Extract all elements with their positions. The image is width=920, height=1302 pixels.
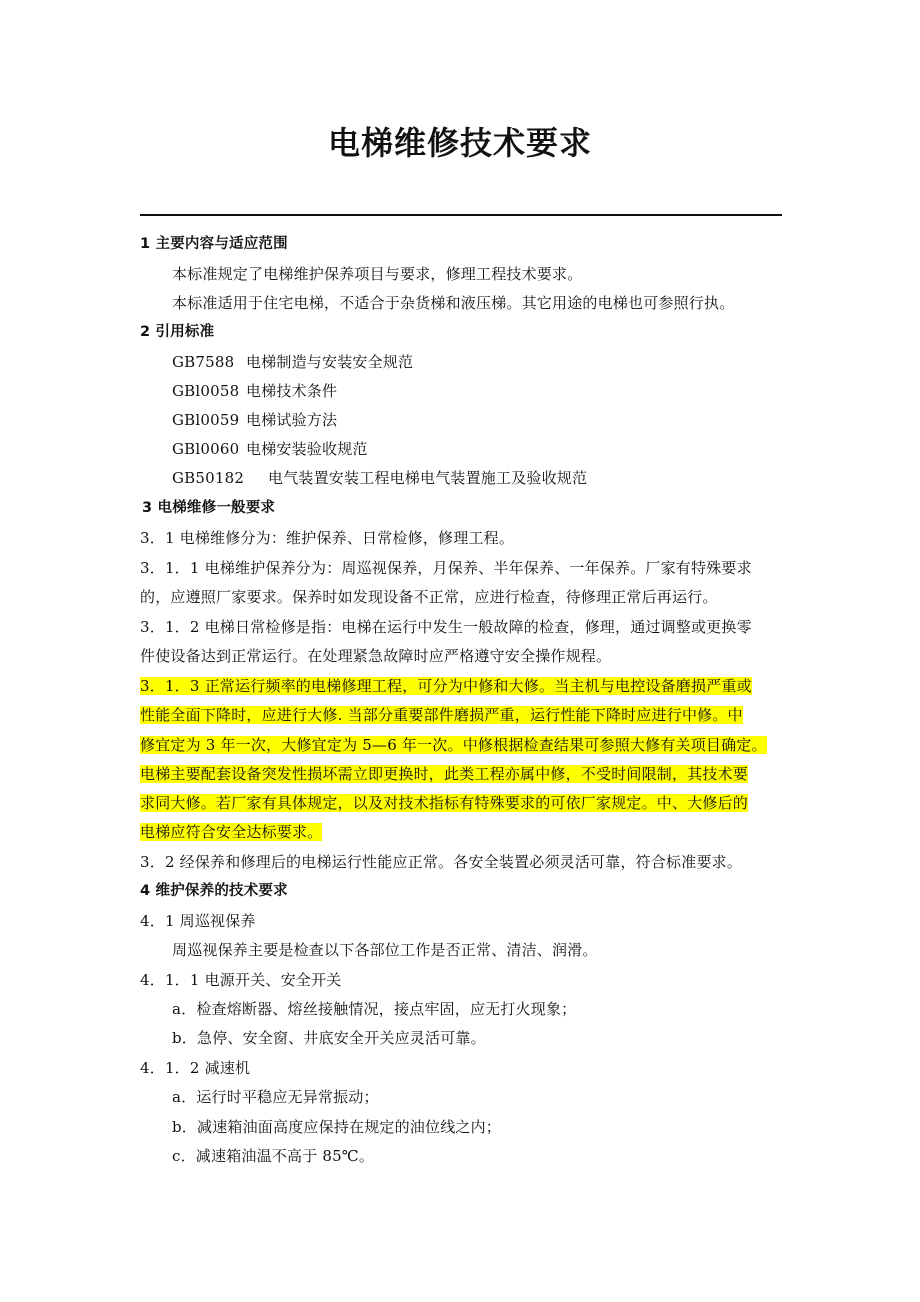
highlighted-text: 求同大修。若厂家有具体规定，以及对技术指标有特殊要求的可依厂家规定。中、大修后的 bbox=[140, 794, 749, 812]
reference-code: GBl0058 bbox=[172, 382, 240, 400]
clause-3-1-3-line bbox=[140, 704, 785, 726]
clause-4-1-1: 4．1．1 电源开关、安全开关 bbox=[140, 971, 342, 989]
clause-4-1-paragraph: 周巡视保养主要是检查以下各部位工作是否正常、清洁、润滑。 bbox=[172, 941, 598, 959]
reference-code: GB50182 bbox=[172, 469, 245, 487]
document-title: 电梯维修技术要求 bbox=[327, 124, 592, 162]
section-1-heading: 1 主要内容与适应范围 bbox=[140, 236, 288, 252]
clause-3-1-3-line bbox=[140, 763, 785, 785]
section-4-heading: 4 维护保养的技术要求 bbox=[140, 883, 288, 899]
reference-item bbox=[172, 351, 817, 373]
highlighted-text: 3．1．3 正常运行频率的电梯修理工程，可分为中修和大修。当主机与电控设备磨损严重或 bbox=[140, 677, 752, 695]
reference-name: 电梯技术条件 bbox=[246, 382, 338, 400]
clause-3-1-1-line-2: 的，应遵照厂家要求。保养时如发现设备不正常，应进行检查，待修理正常后再运行。 bbox=[140, 588, 718, 606]
list-item: c．减速箱油温不高于 85℃。 bbox=[172, 1147, 375, 1165]
list-item: a．运行时平稳应无异常振动； bbox=[172, 1088, 379, 1106]
section-3-heading: 3 电梯维修一般要求 bbox=[142, 500, 276, 516]
reference-item bbox=[172, 438, 817, 460]
highlighted-text: 修宜定为 3 年一次，大修宜定为 5—6 年一次。中修根据检查结果可参照大修有关项目确定。 bbox=[140, 736, 767, 754]
reference-name: 电梯试验方法 bbox=[246, 411, 338, 429]
reference-item bbox=[172, 380, 817, 402]
clause-3-1-3-line bbox=[140, 792, 785, 814]
clause-3-1-3-line bbox=[140, 821, 785, 843]
reference-name: 电气装置安装工程电梯电气装置施工及验收规范 bbox=[268, 469, 588, 487]
clause-3-1-3-line bbox=[140, 675, 785, 697]
section-1-paragraph-1: 本标准规定了电梯维护保养项目与要求，修理工程技术要求。 bbox=[172, 265, 583, 283]
clause-4-1-2: 4．1．2 减速机 bbox=[140, 1059, 251, 1077]
clause-4-1: 4．1 周巡视保养 bbox=[140, 912, 256, 930]
reference-name: 电梯安装验收规范 bbox=[246, 440, 368, 458]
reference-name: 电梯制造与安装安全规范 bbox=[246, 353, 414, 371]
section-1-paragraph-2: 本标准适用于住宅电梯，不适合于杂货梯和液压梯。其它用途的电梯也可参照行执。 bbox=[172, 294, 735, 312]
list-item: b．急停、安全窗、井底安全开关应灵活可靠。 bbox=[172, 1029, 486, 1047]
reference-code: GB7588 bbox=[172, 353, 235, 371]
highlighted-text: 电梯主要配套设备突发性损坏需立即更换时，此类工程亦属中修，不受时间限制，其技术要 bbox=[140, 765, 749, 783]
reference-code: GBl0060 bbox=[172, 440, 240, 458]
highlighted-text: 性能全面下降时，应进行大修. 当部分重要部件磨损严重，运行性能下降时应进行中修。中 bbox=[140, 706, 743, 724]
reference-code: GBl0059 bbox=[172, 411, 240, 429]
section-2-heading: 2 引用标准 bbox=[140, 324, 215, 340]
title-divider bbox=[140, 214, 782, 216]
reference-item bbox=[172, 409, 817, 431]
clause-3-1-1-line-1: 3．1．1 电梯维护保养分为：周巡视保养，月保养、半年保养、一年保养。厂家有特殊要求 bbox=[140, 559, 752, 577]
list-item: a．检查熔断器、熔丝接触情况，接点牢固，应无打火现象； bbox=[172, 1000, 577, 1018]
reference-item bbox=[172, 467, 817, 489]
highlighted-text: 电梯应符合安全达标要求。 bbox=[140, 823, 323, 841]
clause-3-1-3-line bbox=[140, 734, 785, 756]
clause-3-2: 3．2 经保养和修理后的电梯运行性能应正常。各安全装置必须灵活可靠，符合标准要求。 bbox=[140, 853, 743, 871]
clause-3-1-2-line-1: 3．1．2 电梯日常检修是指：电梯在运行中发生一般故障的检查，修理，通过调整或更换零 bbox=[140, 618, 752, 636]
clause-3-1-2-line-2: 件使设备达到正常运行。在处理紧急故障时应严格遵守安全操作规程。 bbox=[140, 647, 612, 665]
clause-3-1: 3．1 电梯维修分为：维护保养、日常检修，修理工程。 bbox=[140, 529, 515, 547]
list-item: b．减速箱油面高度应保持在规定的油位线之内； bbox=[172, 1118, 502, 1136]
